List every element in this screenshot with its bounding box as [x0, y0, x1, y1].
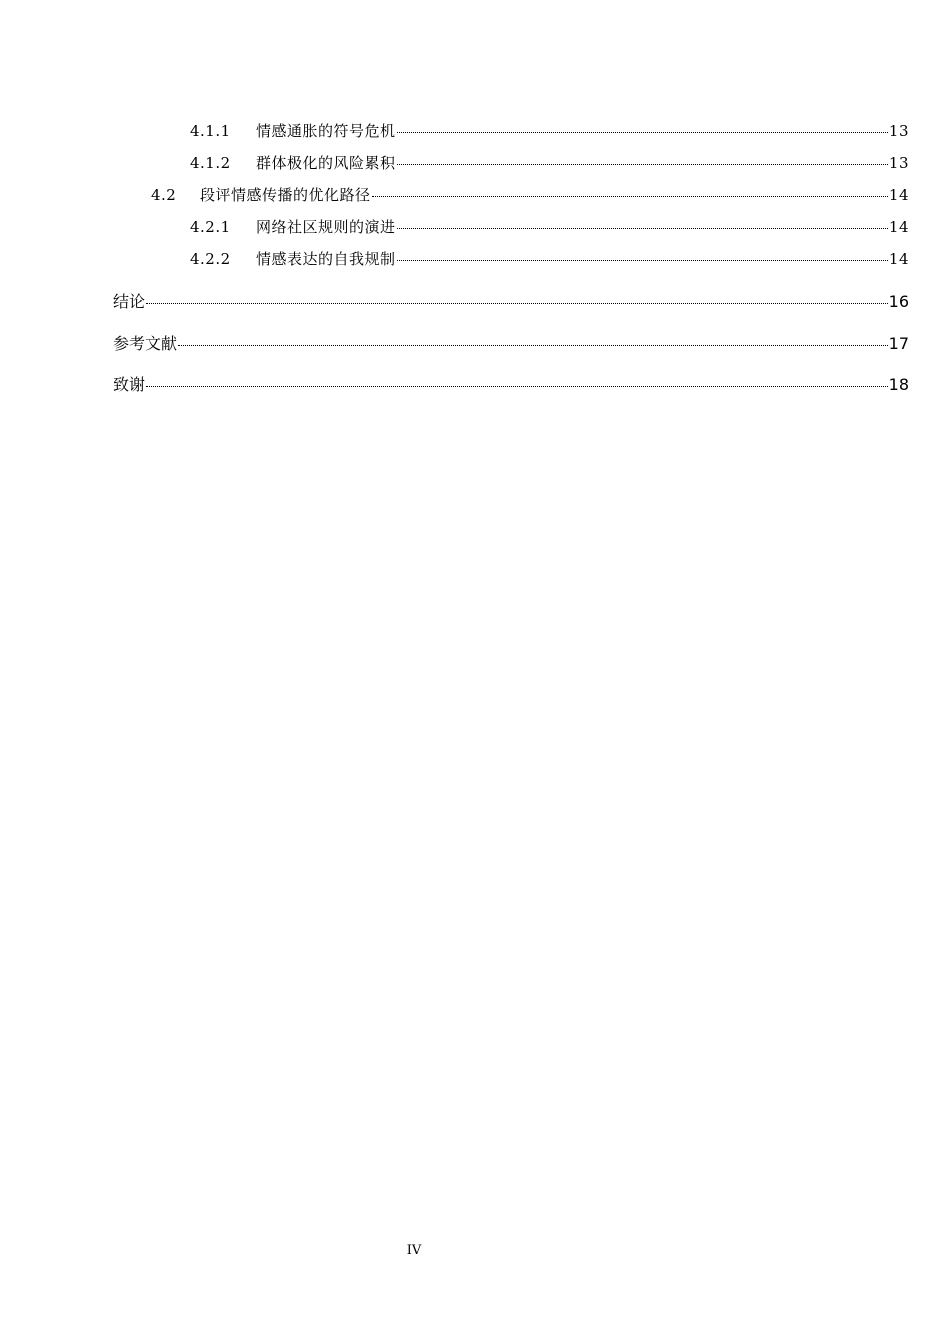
toc-entry-4-1-2[interactable]: [190, 152, 909, 173]
toc-entry-page: 13: [888, 154, 909, 172]
toc-dot-leader: [397, 260, 888, 261]
toc-dot-leader: [146, 386, 888, 387]
toc-entry-page: 18: [888, 375, 909, 394]
toc-entry-page: 13: [888, 122, 909, 140]
toc-dot-leader: [372, 196, 888, 197]
toc-entry-title: 情感表达的自我规制: [256, 250, 396, 268]
toc-entry-title: 参考文献: [113, 334, 178, 353]
toc-entry-number: 4.2.2: [190, 250, 231, 268]
toc-entry-title: 群体极化的风险累积: [256, 154, 396, 172]
toc-entry-title: 致谢: [113, 375, 146, 394]
toc-dot-leader: [397, 228, 888, 229]
toc-entry-4-2[interactable]: [151, 184, 909, 205]
toc-entry-title: 网络社区规则的演进: [256, 218, 396, 236]
toc-entry-number: 4.2: [151, 186, 177, 204]
toc-entry-references[interactable]: [113, 331, 909, 354]
toc-entry-title: 段评情感传播的优化路径: [200, 186, 371, 204]
toc-entry-4-2-2[interactable]: [190, 248, 909, 269]
toc-entry-page: 17: [888, 334, 909, 353]
toc-entry-4-2-1[interactable]: [190, 216, 909, 237]
toc-dot-leader: [178, 345, 888, 346]
toc-entry-page: 14: [888, 250, 909, 268]
toc-entry-title: 情感通胀的符号危机: [256, 122, 396, 140]
toc-entry-number: 4.2.1: [190, 218, 231, 236]
page-number-footer: IV: [406, 1243, 422, 1258]
toc-entry-acknowledgements[interactable]: [113, 372, 909, 395]
toc-entry-page: 14: [888, 186, 909, 204]
toc-dot-leader: [146, 303, 888, 304]
toc-entry-number: 4.1.2: [190, 154, 231, 172]
toc-dot-leader: [397, 132, 888, 133]
toc-entry-4-1-1[interactable]: [190, 120, 909, 141]
toc-entry-title: 结论: [113, 292, 146, 311]
toc-entry-number: 4.1.1: [190, 122, 231, 140]
toc-entry-conclusion[interactable]: [113, 289, 909, 312]
toc-dot-leader: [397, 164, 888, 165]
toc-entry-page: 14: [888, 218, 909, 236]
toc-entry-page: 16: [888, 292, 909, 311]
